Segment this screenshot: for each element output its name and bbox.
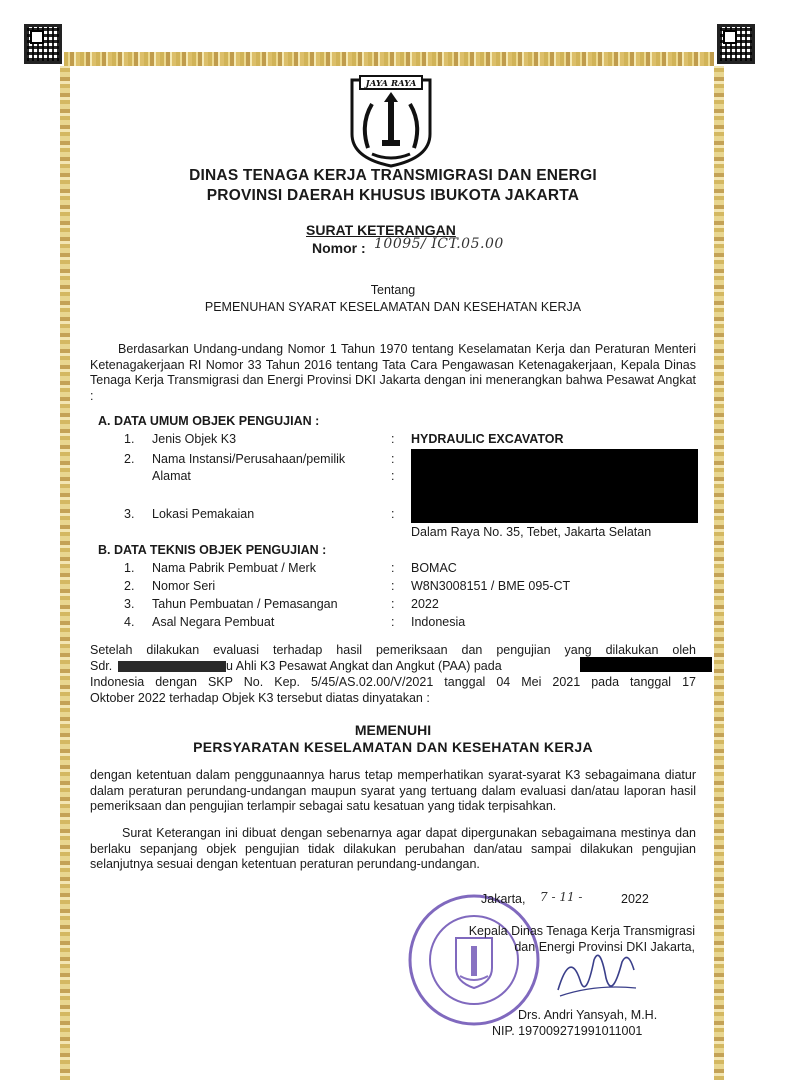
row-value: HYDRAULIC EXCAVATOR <box>411 432 564 446</box>
nomor-value-handwritten: 10095/ ICT.05.00 <box>374 236 504 252</box>
row-number: 2. <box>124 452 135 466</box>
signature-date-handwritten: 7 - 11 - <box>540 890 583 904</box>
jakarta-coat-of-arms-icon <box>346 74 436 168</box>
section-a-title: A. DATA UMUM OBJEK PENGUJIAN : <box>98 414 320 428</box>
signature-year: 2022 <box>621 892 649 906</box>
row-colon: : <box>391 432 395 446</box>
section-b-title: B. DATA TEKNIS OBJEK PENGUJIAN : <box>98 543 327 557</box>
condition-paragraph: dengan ketentuan dalam penggunaannya harus tetap memperhatikan syarat-syarat K3 sebagaimana diatur dalam peraturan perundang-undangan maupun syarat yang tertuang dalam evaluasi dan/atau laporan hasil pemeriksaan dan pengujian terlampir sebagai satu kesatuan yang tidak terpisahkan. <box>90 768 696 814</box>
location-value: Dalam Raya No. 35, Tebet, Jakarta Selatan <box>411 525 652 539</box>
evaluation-line-4: Oktober 2022 terhadap Objek K3 tersebut diatas dinyatakan : <box>90 691 430 705</box>
row-number: 4. <box>124 615 135 629</box>
document-title: SURAT KETERANGAN <box>306 222 456 238</box>
row-label: Nama Pabrik Pembuat / Merk <box>152 561 316 575</box>
closing-paragraph: Surat Keterangan ini dibuat dengan sebenarnya agar dapat dipergunakan sebagaimana mestinya dan berlaku sepanjang objek pengujian tidak dilakukan perubahan dan/atau sampai dilakukan pengujian selanjutnya sesuai dengan ketentuan peraturan perundang-undangan. <box>90 826 696 872</box>
agency-province: PROVINSI DAERAH KHUSUS IBUKOTA JAKARTA <box>206 187 580 204</box>
row-colon: : <box>391 579 395 593</box>
redacted-inspector-name <box>118 661 226 672</box>
row-colon: : <box>391 507 395 521</box>
row-number: 1. <box>124 561 135 575</box>
decorative-border-right <box>714 66 724 1080</box>
row-label: Tahun Pembuatan / Pemasangan <box>152 597 338 611</box>
row-colon: : <box>391 452 395 466</box>
row-label: Nomor Seri <box>152 579 216 593</box>
row-number: 3. <box>124 597 135 611</box>
row-label: Alamat <box>152 469 191 483</box>
row-colon: : <box>391 597 395 611</box>
row-label: Lokasi Pemakaian <box>152 507 255 521</box>
evaluation-sdr: Sdr. <box>90 659 113 673</box>
row-label: Asal Negara Pembuat <box>152 615 275 629</box>
signatory-title-line-2: dan Energi Provinsi DKI Jakarta, <box>514 940 695 954</box>
row-value: W8N3008151 / BME 095-CT <box>411 579 571 593</box>
intro-paragraph: Berdasarkan Undang-undang Nomor 1 Tahun 1970 tentang Keselamatan Kerja dan Peraturan Menteri Ketenagakerjaan RI Nomor 33 Tahun 2016 tentang Tata Cara Pengawasan Ketenagakerjaan, Kepala Dinas Tenaga Kerja Transmigrasi dan Energi Provinsi DKI Jakarta dengan ini menerangkan bahwa Pesawat Angkat : <box>90 342 696 403</box>
nomor-label: Nomor : <box>312 240 366 256</box>
row-number: 3. <box>124 507 135 521</box>
row-value: 2022 <box>411 597 439 611</box>
row-value: Indonesia <box>411 615 466 629</box>
signatory-nip: NIP. 197009271991011001 <box>492 1024 643 1038</box>
row-colon: : <box>391 561 395 575</box>
row-value: BOMAC <box>411 561 457 575</box>
signatory-title-line-1: Kepala Dinas Tenaga Kerja Transmigrasi <box>468 924 695 938</box>
decorative-border-top <box>64 52 714 66</box>
evaluation-line-2: u Ahli K3 Pesawat Angkat dan Angkut (PAA) pada <box>226 659 502 673</box>
document-subject: PEMENUHAN SYARAT KESELAMATAN DAN KESEHATAN KERJA <box>204 300 582 314</box>
evaluation-line-1: Setelah dilakukan evaluasi terhadap hasil pemeriksaan dan pengujian yang dilakukan oleh <box>90 643 696 657</box>
row-colon: : <box>391 469 395 483</box>
redacted-company-name <box>580 657 712 672</box>
decorative-border-left <box>60 66 70 1080</box>
signatory-name: Drs. Andri Yansyah, M.H. <box>518 1008 658 1022</box>
row-label: Jenis Objek K3 <box>152 432 237 446</box>
row-label: Nama Instansi/Perusahaan/pemilik <box>152 452 346 466</box>
qr-code-right <box>717 24 755 64</box>
agency-name: DINAS TENAGA KERJA TRANSMIGRASI DAN ENERGI <box>189 167 597 184</box>
evaluation-line-3: Indonesia dengan SKP No. Kep. 5/45/AS.02.00/V/2021 tanggal 04 Mei 2021 pada tanggal 17 <box>90 675 696 689</box>
result-status: MEMENUHI <box>354 722 432 738</box>
row-number: 1. <box>124 432 135 446</box>
redacted-company-block <box>411 449 698 523</box>
qr-code-left <box>24 24 62 64</box>
row-number: 2. <box>124 579 135 593</box>
handwritten-signature-icon <box>550 940 640 1010</box>
result-requirement: PERSYARATAN KESELAMATAN DAN KESEHATAN KERJA <box>193 739 593 755</box>
row-colon: : <box>391 615 395 629</box>
signature-city: Jakarta, <box>481 892 526 906</box>
emblem-banner-text: JAYA RAYA <box>365 79 417 89</box>
tentang-label: Tentang <box>370 283 416 297</box>
